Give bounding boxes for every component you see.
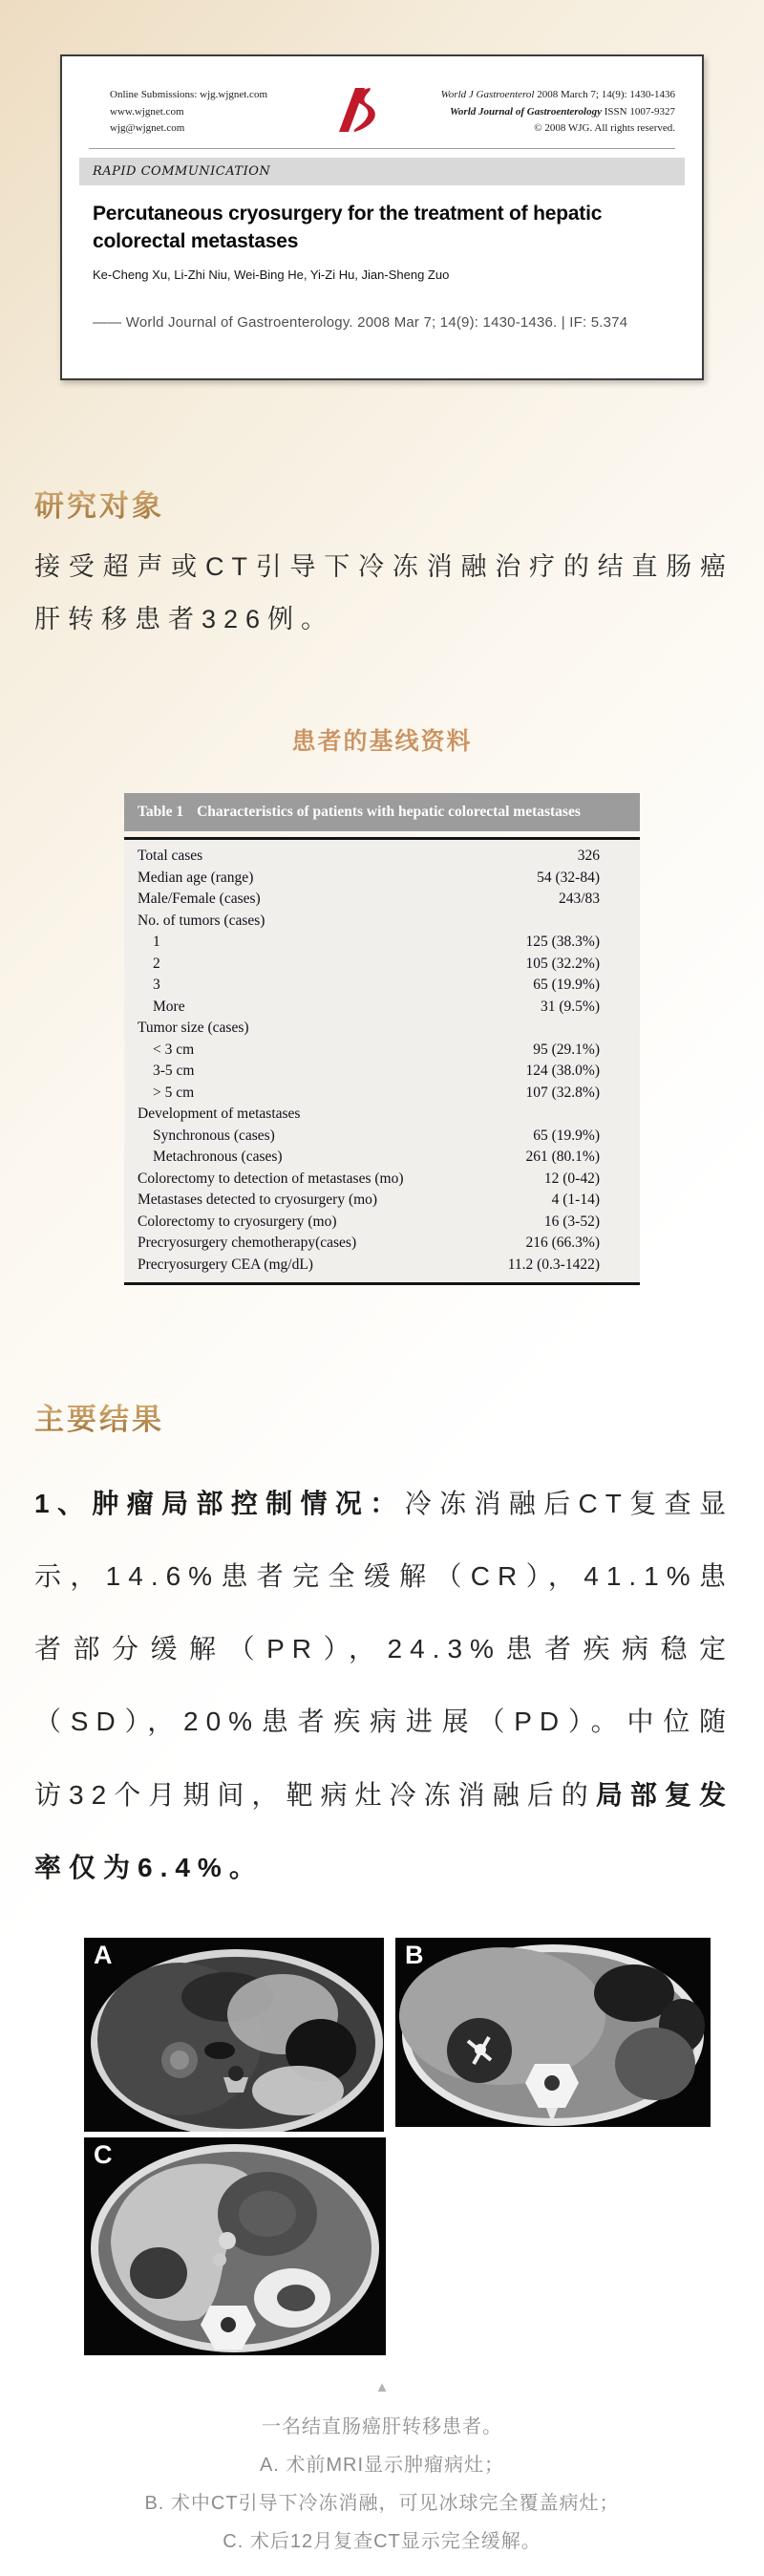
table-row-label: Tumor size (cases) xyxy=(138,1020,249,1037)
table-row xyxy=(124,954,640,976)
table-row xyxy=(124,1147,640,1169)
table1-title-label: Table 1 xyxy=(138,804,184,820)
paper-title: Percutaneous cryosurgery for the treatment of hepatic colorectal metastases xyxy=(93,202,603,253)
baseline-data-heading: 患者的基线资料 xyxy=(291,728,473,755)
table-row-label: Median age (range) xyxy=(138,869,254,886)
journal-article-card xyxy=(60,54,704,380)
issn-number: ISSN 1007-9327 xyxy=(604,105,675,118)
figure-caption xyxy=(0,2408,764,2561)
preoperative-mri-image xyxy=(84,1938,384,2132)
panel-b-label: B xyxy=(405,1941,424,1969)
results-text-segment: 冷冻消融后CT复查显示，14.6%患者完全缓解（CR），41.1%患者部分缓解（PR），24.3%患者疾病稳定（SD），20%患者疾病进展（PD）。中位随访32个月期间，靶病灶冷冻消融后的 xyxy=(34,1489,733,1810)
table-row-value: 31 (9.5%) xyxy=(541,998,600,1015)
table-row-value: 216 (66.3%) xyxy=(525,1234,600,1252)
table-row-label: Male/Female (cases) xyxy=(138,891,261,908)
figure-caption-line: A. 术前MRI显示肿瘤病灶； xyxy=(259,2455,505,2476)
table-row xyxy=(124,997,640,1019)
table-row-label: 2 xyxy=(153,955,160,972)
table-row xyxy=(124,1126,640,1148)
results-text-segment: 1、肿瘤局部控制情况： xyxy=(34,1489,405,1518)
table-row-label: Metastases detected to cryosurgery (mo) xyxy=(138,1191,378,1209)
table-row-value: 105 (32.2%) xyxy=(525,955,600,972)
article-category-bar: RAPID COMMUNICATION xyxy=(79,158,685,185)
table-row xyxy=(124,1018,640,1040)
table1-body xyxy=(124,837,640,1285)
table-row-label: No. of tumors (cases) xyxy=(138,912,265,929)
followup-ct-image xyxy=(84,2137,386,2355)
table-row-label: Colorectomy to cryosurgery (mo) xyxy=(138,1213,337,1230)
table-row-value: 261 (80.1%) xyxy=(525,1148,600,1166)
header-divider xyxy=(89,148,675,149)
table-row xyxy=(124,889,640,911)
table-row-value: 16 (3-52) xyxy=(543,1213,600,1230)
section-heading-main-results: 主要结果 xyxy=(34,1395,164,1438)
figure-caption-line: B. 术中CT引导下冷冻消融，可见冰球完全覆盖病灶； xyxy=(144,2493,620,2514)
copyright-line: © 2008 WJG. All rights reserved. xyxy=(534,122,675,135)
table-row xyxy=(124,846,640,868)
table-row-value: 243/83 xyxy=(558,891,600,908)
table-row-value: 125 (38.3%) xyxy=(525,934,600,951)
table-row xyxy=(124,1040,640,1062)
panel-c-label: C xyxy=(94,2140,113,2169)
table-row-label: Colorectomy to detection of metastases (mo) xyxy=(138,1170,404,1187)
table-row-value: 11.2 (0.3-1422) xyxy=(507,1256,600,1273)
table-row xyxy=(124,1061,640,1083)
table-row-value xyxy=(439,1018,640,1040)
table-row xyxy=(124,1169,640,1191)
paper-citation: —— World Journal of Gastroenterology. 2008 Mar 7; 14(9): 1430-1436. | IF: 5.374 xyxy=(93,313,628,331)
main-results-paragraph xyxy=(34,1468,733,1904)
table1-title-text: Characteristics of patients with hepatic colorectal metastases xyxy=(197,804,581,820)
table-row-label: 3-5 cm xyxy=(153,1063,195,1080)
table-row-value: 54 (32-84) xyxy=(537,869,600,886)
figure-scan-panels xyxy=(84,1938,714,2355)
table-row-label: Precryosurgery chemotherapy(cases) xyxy=(138,1234,357,1252)
table-row-value: 65 (19.9%) xyxy=(533,977,600,994)
table-row xyxy=(124,975,640,997)
table-row-label: More xyxy=(153,998,185,1015)
table-row-label: > 5 cm xyxy=(153,1084,195,1101)
issue-info: 2008 March 7; 14(9): 1430-1436 xyxy=(537,89,675,100)
caption-triangle-icon: ▲ xyxy=(374,2379,390,2395)
table-row-value: 326 xyxy=(577,848,600,865)
table1-title xyxy=(124,793,640,831)
study-subjects-paragraph: 接受超声或CT引导下冷冻消融治疗的结直肠癌肝转移患者326例。 xyxy=(34,552,733,634)
journal-abbrev-line xyxy=(441,87,675,104)
wjg-baishideng-logo-icon xyxy=(325,87,384,133)
table-row xyxy=(124,911,640,933)
table-row xyxy=(124,1083,640,1105)
table-row xyxy=(124,1255,640,1277)
journal-abbrev: World J Gastroenterol xyxy=(440,89,535,100)
online-submissions-line: Online Submissions: wjg.wjgnet.com xyxy=(110,89,267,100)
table-row-label: < 3 cm xyxy=(153,1041,195,1058)
table-row-value xyxy=(439,1104,640,1126)
table-row xyxy=(124,1233,640,1255)
table-row-value: 124 (38.0%) xyxy=(525,1063,600,1080)
table-row xyxy=(124,1212,640,1234)
table-row-label: Precryosurgery CEA (mg/dL) xyxy=(138,1256,313,1273)
figure-panel-a xyxy=(84,1938,384,2132)
journal-full-line xyxy=(441,104,675,121)
table-row-value: 65 (19.9%) xyxy=(533,1127,600,1144)
table-row xyxy=(124,1104,640,1126)
journal-email-line: wjg@wjgnet.com xyxy=(110,122,185,135)
table-row-value: 95 (29.1%) xyxy=(533,1041,600,1058)
intraoperative-ct-image xyxy=(395,1938,711,2127)
paper-authors: Ke-Cheng Xu, Li-Zhi Niu, Wei-Bing He, Yi-Zi Hu, Jian-Sheng Zuo xyxy=(93,267,450,282)
figure-caption-line: C. 术后12月复查CT显示完全缓解。 xyxy=(223,2531,541,2552)
results-text-segment: 局部复发率仅为6.4%。 xyxy=(34,1779,733,1882)
table-row-value: 107 (32.8%) xyxy=(525,1084,600,1101)
table1 xyxy=(124,793,640,1285)
journal-header xyxy=(79,75,685,138)
table-row-label: Total cases xyxy=(138,848,203,865)
journal-submission-info xyxy=(110,87,267,138)
table-row xyxy=(124,1190,640,1212)
table-row-value: 4 (1-14) xyxy=(551,1191,600,1209)
panel-a-label: A xyxy=(94,1941,113,1969)
journal-website-line: www.wjgnet.com xyxy=(110,105,184,118)
table-row-label: Development of metastases xyxy=(138,1106,301,1123)
table-row-label: 3 xyxy=(153,977,160,994)
table-row-label: Metachronous (cases) xyxy=(153,1148,283,1166)
section-heading-study-subjects: 研究对象 xyxy=(34,482,164,525)
table-row-label: Synchronous (cases) xyxy=(153,1127,275,1144)
figure-panel-b xyxy=(395,1938,711,2127)
table-row xyxy=(124,868,640,890)
table-row-value xyxy=(439,911,640,933)
table-row-value: 12 (0-42) xyxy=(543,1170,600,1187)
figure-panel-c xyxy=(84,2137,386,2355)
figure-caption-line: 一名结直肠癌肝转移患者。 xyxy=(262,2416,502,2437)
table-row-label: 1 xyxy=(153,934,160,951)
journal-issue-info xyxy=(441,87,675,138)
table-row xyxy=(124,932,640,954)
journal-full-name: World Journal of Gastroenterology xyxy=(449,105,602,118)
